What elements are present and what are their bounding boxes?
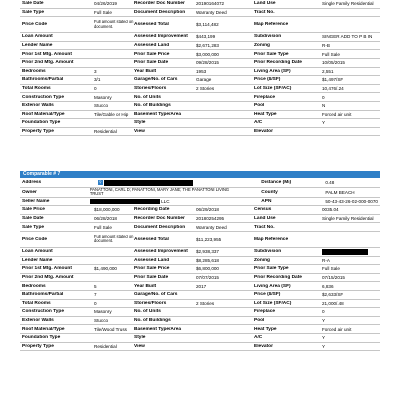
table-row xyxy=(20,215,380,224)
owner-label: Owner xyxy=(22,189,37,195)
apn-value: 50-43-43-26-02-000-0070 xyxy=(325,198,378,204)
table-row xyxy=(20,85,380,94)
tract-no-label: Tract No. xyxy=(254,9,275,15)
sale-price-label: Sale Price xyxy=(22,207,45,213)
fireplace-label: Fireplace xyxy=(254,309,276,315)
property-type-value: Residential xyxy=(94,343,117,349)
a-c-value: Y xyxy=(322,120,326,126)
owner-value: PANATTONI, CARL D; PANATTONI, MARY JANE; THE PANATTONI LIVING TRUST xyxy=(89,187,230,197)
prior-sale-type-value: Full Sale xyxy=(322,51,340,57)
bathrooms-partial-value: 7 xyxy=(94,292,97,298)
table-row xyxy=(20,93,380,102)
fireplace-label: Fireplace xyxy=(254,94,276,100)
elevator-label: Elevator xyxy=(254,129,273,135)
table-row xyxy=(20,9,380,18)
census-value: 0035.04 xyxy=(322,207,339,213)
table-row xyxy=(20,33,380,42)
price-sf-value: $1,497/SF xyxy=(322,77,344,83)
view-label: View xyxy=(134,343,145,349)
heat-type-label: Heat Type xyxy=(254,111,277,117)
assessed-improvement-value: $443,199 xyxy=(196,34,216,40)
table-row xyxy=(20,325,380,334)
map-reference-label: Map Reference xyxy=(254,22,289,28)
distance-label: Distance (Mi) xyxy=(261,180,292,186)
table-row xyxy=(20,274,380,283)
sale-type-value: Full Sale xyxy=(94,9,112,15)
garage-no-of-cars-value: Garage xyxy=(196,77,212,83)
bathrooms-partial-value: 3/1 xyxy=(94,77,101,83)
bathrooms-partial-label: Bathrooms/Partial xyxy=(22,292,64,298)
roof-material-type-value: Tile/Gable or Hip xyxy=(94,111,129,117)
land-use-label: Land Use xyxy=(254,1,276,7)
stories-floors-label: Stories/Floors xyxy=(134,300,167,306)
total-rooms-label: Total Rooms xyxy=(22,86,51,92)
recorder-doc-number-label: Recorder Doc Number xyxy=(134,216,185,222)
construction-type-label: Construction Type xyxy=(22,94,65,100)
heat-type-value: Forced air unit xyxy=(322,326,352,332)
pool-value: N xyxy=(322,103,326,109)
a-c-value: Y xyxy=(322,335,326,341)
table-row xyxy=(20,76,380,85)
a-c-label: A/C xyxy=(254,120,263,126)
lender-name-label: Lender Name xyxy=(22,43,53,49)
prior-sale-date-value: 09/28/2015 xyxy=(196,60,219,66)
table-row xyxy=(20,50,380,59)
table-row xyxy=(20,111,380,120)
sale-date-label: Sale Date xyxy=(22,1,44,7)
address-label: Address xyxy=(22,180,42,186)
prior-2nd-mtg-amount-label: Prior 2nd Mtg. Amount xyxy=(22,275,74,281)
sale-type-value: Full Sale xyxy=(94,224,112,230)
subdivision-redaction xyxy=(322,249,368,255)
fireplace-value: 0 xyxy=(322,94,325,100)
lot-size-sf-ac-label: Lot Size (SF/AC) xyxy=(254,300,292,306)
recorder-doc-number-label: Recorder Doc Number xyxy=(134,1,185,7)
subdivision-value xyxy=(322,249,380,255)
assessed-improvement-label: Assessed Improvement xyxy=(134,249,188,255)
table-row xyxy=(20,308,380,317)
assessed-land-label: Assessed Land xyxy=(134,43,170,49)
exterior-walls-label: Exterior Walls xyxy=(22,318,54,324)
elevator-label: Elevator xyxy=(254,343,273,349)
stories-floors-value: 2 Stories xyxy=(196,300,215,306)
sale-date-label: Sale Date xyxy=(22,216,44,222)
prior-2nd-mtg-amount-label: Prior 2nd Mtg. Amount xyxy=(22,60,74,66)
prior-sale-type-value: Full Sale xyxy=(322,266,340,272)
stories-floors-value: 2 Stories xyxy=(196,86,215,92)
property-type-label: Property Type xyxy=(22,343,54,349)
total-rooms-value: 0 xyxy=(94,300,97,306)
zoning-value: R-A xyxy=(322,257,330,263)
pool-value: Y xyxy=(322,318,326,324)
price-code-label: Price Code xyxy=(22,22,48,28)
table-row xyxy=(20,300,380,309)
prior-recording-date-value: 10/05/2015 xyxy=(322,60,345,66)
land-use-label: Land Use xyxy=(254,216,276,222)
loan-amount-label: Loan Amount xyxy=(22,34,53,40)
table-row xyxy=(20,68,380,77)
living-area-sf-value: 6,836 xyxy=(322,283,334,289)
apn-label: APN xyxy=(261,198,272,204)
table-row xyxy=(20,206,380,215)
bedrooms-label: Bedrooms xyxy=(22,283,46,289)
construction-type-label: Construction Type xyxy=(22,309,65,315)
pool-label: Pool xyxy=(254,318,265,324)
assessed-total-value: $11,223,955 xyxy=(196,236,222,242)
basement-type-area-label: Basement Type/Area xyxy=(134,111,182,117)
table-row xyxy=(20,128,380,137)
comparable-header xyxy=(20,171,380,178)
seller-row xyxy=(20,198,380,207)
lender-name-label: Lender Name xyxy=(22,257,53,263)
table-row xyxy=(20,223,380,232)
map-pin-icon[interactable]: ⚲ xyxy=(99,180,102,185)
prior-sale-price-value: $6,800,000 xyxy=(196,266,219,272)
assessed-total-value: $3,114,482 xyxy=(196,22,219,28)
prior-sale-price-label: Prior Sale Price xyxy=(134,266,170,272)
year-built-label: Year Built xyxy=(134,283,157,289)
living-area-sf-value: 2,551 xyxy=(322,68,334,74)
no-of-buildings-label: No. of Buildings xyxy=(134,318,171,324)
price-code-value: Full amount stated on document. xyxy=(94,234,134,244)
table-row xyxy=(20,119,380,128)
table-row xyxy=(20,343,380,352)
table-row xyxy=(20,17,380,33)
seller-redaction xyxy=(90,199,160,205)
table-row xyxy=(20,257,380,266)
bedrooms-value: 3 xyxy=(94,68,97,74)
roof-material-type-label: Roof Material/Type xyxy=(22,326,65,332)
prior-sale-price-label: Prior Sale Price xyxy=(134,51,170,57)
property-type-value: Residential xyxy=(94,129,117,135)
zoning-label: Zoning xyxy=(254,257,270,263)
foundation-type-label: Foundation Type xyxy=(22,120,61,126)
style-label: Style xyxy=(134,335,146,341)
roof-material-type-value: Tile/Wood Truss xyxy=(94,326,127,332)
price-sf-value: $2,633/SF xyxy=(322,292,344,298)
bedrooms-value: 5 xyxy=(94,283,97,289)
recorder-doc-number-value: 20190164072 xyxy=(196,1,225,7)
subdivision-value: SINGER ADD TO P B IN xyxy=(322,34,373,40)
exterior-walls-value: Stucco xyxy=(94,103,109,109)
view-label: View xyxy=(134,129,145,135)
sale-type-label: Sale Type xyxy=(22,224,45,230)
table-row xyxy=(20,334,380,343)
table-row xyxy=(20,102,380,111)
no-of-units-label: No. of Units xyxy=(134,94,161,100)
no-of-units-label: No. of Units xyxy=(134,309,161,315)
table-row xyxy=(20,59,380,68)
recording-date-label: Recording Date xyxy=(134,207,170,213)
pool-label: Pool xyxy=(254,103,265,109)
document-description-value: Warranty Deed xyxy=(196,224,227,230)
no-of-buildings-label: No. of Buildings xyxy=(134,103,171,109)
exterior-walls-value: Stucco xyxy=(94,318,109,324)
table-row xyxy=(20,232,380,248)
prior-recording-date-value: 07/15/2015 xyxy=(322,275,345,281)
address-redaction xyxy=(104,180,193,186)
table-row xyxy=(20,42,380,51)
bedrooms-label: Bedrooms xyxy=(22,68,46,74)
county-label: County xyxy=(261,189,278,195)
assessed-total-label: Assessed Total xyxy=(134,22,169,28)
total-rooms-value: 0 xyxy=(94,86,97,92)
top-property-table xyxy=(20,0,380,136)
price-sf-label: Price ($/SF) xyxy=(254,77,281,83)
county-value: PALM BEACH xyxy=(325,189,355,195)
prior-1st-mtg-amount-label: Prior 1st Mtg. Amount xyxy=(22,51,72,57)
assessed-total-label: Assessed Total xyxy=(134,236,169,242)
address-row xyxy=(20,179,380,188)
construction-type-value: Masonry xyxy=(94,309,112,315)
table-row xyxy=(20,265,380,274)
total-rooms-label: Total Rooms xyxy=(22,300,51,306)
comparable-rows xyxy=(20,206,380,351)
distance-value: 0.48 xyxy=(325,180,335,186)
style-label: Style xyxy=(134,120,146,126)
prior-sale-type-label: Prior Sale Type xyxy=(254,266,289,272)
census-label: Census xyxy=(254,207,272,213)
year-built-label: Year Built xyxy=(134,68,157,74)
zoning-label: Zoning xyxy=(254,43,270,49)
living-area-sf-label: Living Area (SF) xyxy=(254,68,291,74)
document-description-label: Document Description xyxy=(134,224,186,230)
price-sf-label: Price ($/SF) xyxy=(254,292,281,298)
price-code-value: Full amount stated on document. xyxy=(94,20,134,29)
exterior-walls-label: Exterior Walls xyxy=(22,103,54,109)
comparable-table xyxy=(20,179,380,351)
table-row xyxy=(20,248,380,257)
zoning-value: R-B xyxy=(322,43,330,49)
prior-1st-mtg-amount-label: Prior 1st Mtg. Amount xyxy=(22,266,72,272)
garage-no-of-cars-label: Garage/No. of Cars xyxy=(134,77,178,83)
assessed-improvement-label: Assessed Improvement xyxy=(134,34,188,40)
land-use-value: Single Family Residential xyxy=(322,216,374,222)
basement-type-area-label: Basement Type/Area xyxy=(134,326,182,332)
elevator-value: Y xyxy=(322,343,326,349)
roof-material-type-label: Roof Material/Type xyxy=(22,111,65,117)
construction-type-value: Masonry xyxy=(94,94,112,100)
table-row xyxy=(20,0,380,9)
prior-sale-price-value: $3,000,000 xyxy=(196,51,219,57)
table-row xyxy=(20,317,380,326)
seller-label: Seller Name xyxy=(22,198,50,204)
recording-date-value: 06/29/2018 xyxy=(196,207,219,213)
prior-sale-date-label: Prior Sale Date xyxy=(134,275,169,281)
sale-price-value: $18,000,000 xyxy=(94,207,120,213)
sale-type-label: Sale Type xyxy=(22,9,45,15)
prior-recording-date-label: Prior Recording Date xyxy=(254,275,302,281)
prior-sale-date-label: Prior Sale Date xyxy=(134,60,169,66)
year-built-value: 1953 xyxy=(196,68,207,74)
garage-no-of-cars-label: Garage/No. of Cars xyxy=(134,292,178,298)
a-c-label: A/C xyxy=(254,335,263,341)
property-type-label: Property Type xyxy=(22,129,54,135)
prior-sale-type-label: Prior Sale Type xyxy=(254,51,289,57)
prior-1st-mtg-amount-value: $1,490,000 xyxy=(94,266,117,272)
seller-value: LLC xyxy=(161,198,170,204)
assessed-land-label: Assessed Land xyxy=(134,257,170,263)
assessed-land-value: $8,285,618 xyxy=(196,257,219,263)
assessed-improvement-value: $2,938,337 xyxy=(196,249,219,255)
heat-type-label: Heat Type xyxy=(254,326,277,332)
table-row xyxy=(20,291,380,300)
comparable-title: Comparable # 7 xyxy=(23,171,61,177)
foundation-type-label: Foundation Type xyxy=(22,335,61,341)
bathrooms-partial-label: Bathrooms/Partial xyxy=(22,77,64,83)
stories-floors-label: Stories/Floors xyxy=(134,86,167,92)
sale-date-value: 04/26/2019 xyxy=(94,1,117,7)
land-use-value: Single Family Residential xyxy=(322,1,374,7)
lot-size-sf-ac-label: Lot Size (SF/AC) xyxy=(254,86,292,92)
price-code-label: Price Code xyxy=(22,236,48,242)
document-description-label: Document Description xyxy=(134,9,186,15)
assessed-land-value: $2,671,283 xyxy=(196,43,219,49)
map-reference-label: Map Reference xyxy=(254,236,289,242)
document-description-value: Warranty Deed xyxy=(196,9,227,15)
subdivision-label: Subdivision xyxy=(254,34,282,40)
lot-size-sf-ac-value: 21,000/.48 xyxy=(322,300,344,306)
subdivision-label: Subdivision xyxy=(254,249,282,255)
tract-no-label: Tract No. xyxy=(254,224,275,230)
recorder-doc-number-value: 20180254295 xyxy=(196,216,225,222)
living-area-sf-label: Living Area (SF) xyxy=(254,283,291,289)
heat-type-value: Forced air unit xyxy=(322,111,352,117)
prior-recording-date-label: Prior Recording Date xyxy=(254,60,302,66)
prior-sale-date-value: 07/07/2015 xyxy=(196,275,219,281)
owner-row xyxy=(20,188,380,198)
fireplace-value: 0 xyxy=(322,309,325,315)
sale-date-value: 06/28/2018 xyxy=(94,216,117,222)
table-row xyxy=(20,282,380,291)
year-built-value: 2017 xyxy=(196,283,207,289)
loan-amount-label: Loan Amount xyxy=(22,249,53,255)
lot-size-sf-ac-value: 10,476/.24 xyxy=(322,86,344,92)
